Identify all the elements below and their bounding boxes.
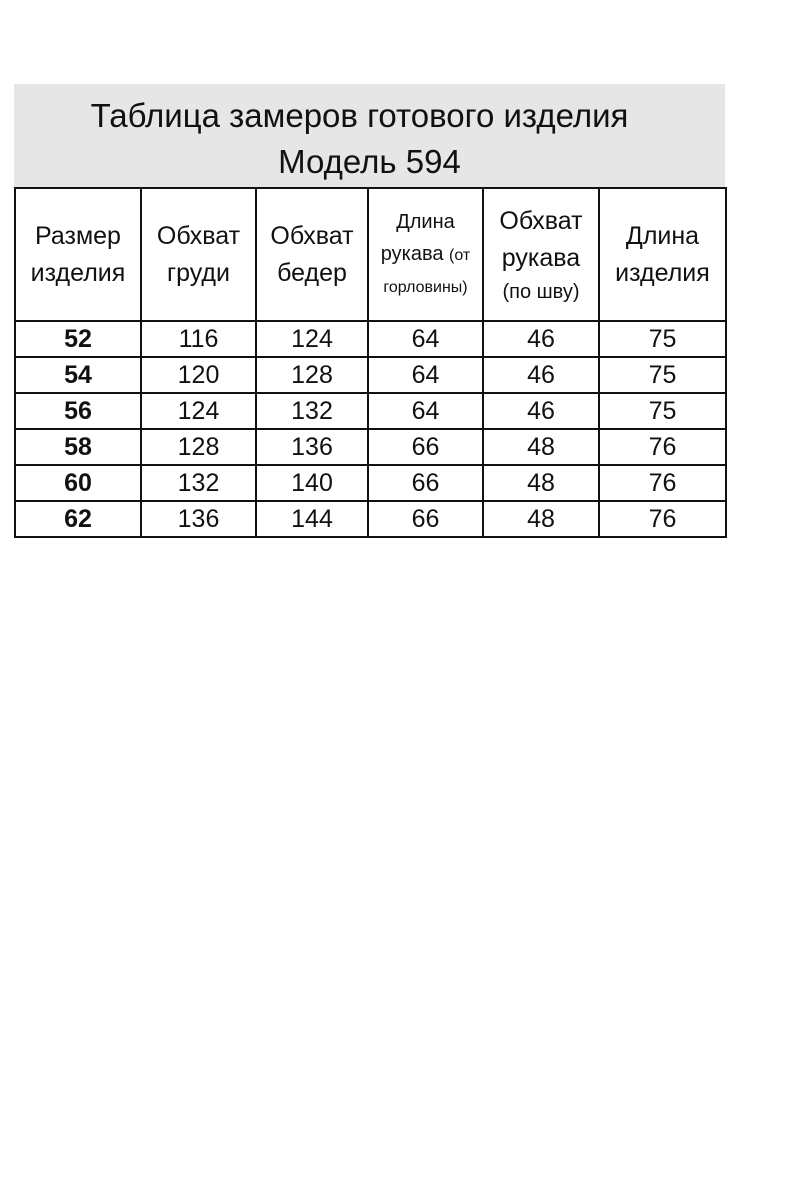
size-chart-table (14, 187, 727, 538)
document-title: Таблица замеров готового изделия (90, 97, 629, 134)
chest-cell: 132 (141, 465, 256, 501)
sleeve-length-cell: 64 (368, 357, 483, 393)
size-cell: 56 (15, 393, 141, 429)
header-chest: Обхват груди (141, 188, 256, 321)
chest-cell: 116 (141, 321, 256, 357)
sleeve-length-cell: 66 (368, 429, 483, 465)
length-cell: 75 (599, 393, 726, 429)
table-row (15, 357, 726, 393)
length-cell: 75 (599, 357, 726, 393)
model-title: Модель 594 (278, 143, 461, 180)
chest-cell: 120 (141, 357, 256, 393)
sleeve-girth-cell: 48 (483, 429, 599, 465)
table-row (15, 321, 726, 357)
sleeve-length-cell: 64 (368, 321, 483, 357)
sleeve-length-cell: 66 (368, 465, 483, 501)
header-sleeve-length: Длина рукава (от горловины) (368, 188, 483, 321)
length-cell: 76 (599, 465, 726, 501)
size-cell: 52 (15, 321, 141, 357)
size-cell: 60 (15, 465, 141, 501)
size-cell: 58 (15, 429, 141, 465)
table-row (15, 393, 726, 429)
header-length: Длина изделия (599, 188, 726, 321)
header-hips: Обхват бедер (256, 188, 368, 321)
hips-cell: 144 (256, 501, 368, 537)
sleeve-girth-cell: 48 (483, 465, 599, 501)
table-row (15, 429, 726, 465)
hips-cell: 132 (256, 393, 368, 429)
table-row (15, 501, 726, 537)
sleeve-girth-cell: 46 (483, 357, 599, 393)
chest-cell: 128 (141, 429, 256, 465)
header-row (15, 188, 726, 321)
hips-cell: 124 (256, 321, 368, 357)
length-cell: 75 (599, 321, 726, 357)
sleeve-girth-cell: 46 (483, 393, 599, 429)
sleeve-length-cell: 66 (368, 501, 483, 537)
hips-cell: 128 (256, 357, 368, 393)
hips-cell: 136 (256, 429, 368, 465)
length-cell: 76 (599, 501, 726, 537)
chest-cell: 136 (141, 501, 256, 537)
sleeve-length-cell: 64 (368, 393, 483, 429)
length-cell: 76 (599, 429, 726, 465)
sleeve-girth-cell: 48 (483, 501, 599, 537)
header-sleeve-girth: Обхват рукава (по шву) (483, 188, 599, 321)
hips-cell: 140 (256, 465, 368, 501)
table-title-banner (14, 84, 725, 188)
size-cell: 62 (15, 501, 141, 537)
table-row (15, 465, 726, 501)
size-cell: 54 (15, 357, 141, 393)
chest-cell: 124 (141, 393, 256, 429)
sleeve-girth-cell: 46 (483, 321, 599, 357)
header-size: Размер изделия (15, 188, 141, 321)
